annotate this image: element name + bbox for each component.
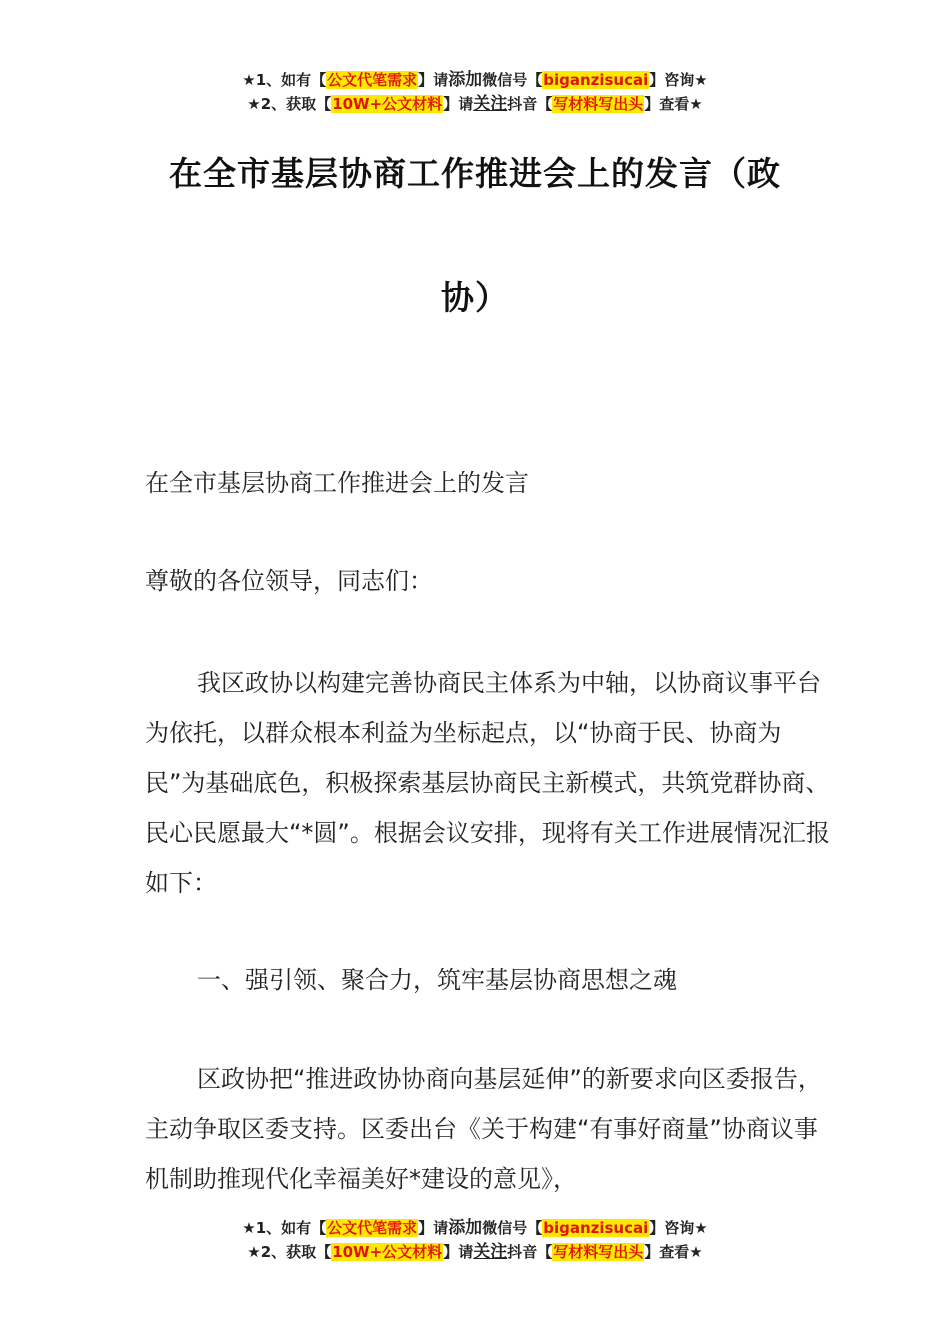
star-icon: ★ <box>689 1243 703 1261</box>
star-icon: ★ <box>694 1219 708 1237</box>
highlight-douyin: 写材料写出头 <box>553 1243 644 1261</box>
banner-line-2: ★2、获取【10W+公文材料】请关注抖音【写材料写出头】查看★ <box>247 1242 703 1262</box>
greeting: 尊敬的各位领导，同志们： <box>145 567 433 595</box>
highlight-materials: 10W+公文材料 <box>332 95 443 113</box>
star-icon: ★ <box>247 1243 261 1261</box>
highlight-materials: 10W+公文材料 <box>332 1243 443 1261</box>
banner-line-2: ★2、获取【10W+公文材料】请关注抖音【写材料写出头】查看★ <box>247 94 703 114</box>
highlight-douyin: 写材料写出头 <box>553 95 644 113</box>
highlight-service: 公文代笔需求 <box>327 71 418 89</box>
star-icon: ★ <box>242 71 256 89</box>
paragraph-intro: 我区政协以构建完善协商民主体系为中轴，以协商议事平台为依托，以群众根本利益为坐标起点，以“协商于民、协商为民”为基础底色，积极探索基层协商民主新模式，共筑党群协商、民心民愿最大“*圆”。根据会议安排，现将有关工作进展情况汇报如下： <box>145 669 830 897</box>
header-banner <box>0 68 950 116</box>
highlight-wechat-id: biganzisucai <box>543 71 649 89</box>
highlight-service: 公文代笔需求 <box>327 1219 418 1237</box>
star-icon: ★ <box>242 1219 256 1237</box>
page-title-line-1: 在全市基层协商工作推进会上的发言（政 <box>169 154 781 193</box>
banner-line-1: ★1、如有【公文代笔需求】请添加微信号【biganzisucai】咨询★ <box>242 70 708 90</box>
banner-line-1: ★1、如有【公文代笔需求】请添加微信号【biganzisucai】咨询★ <box>242 1218 708 1238</box>
page-title-line-2: 协） <box>441 278 509 317</box>
star-icon: ★ <box>689 95 703 113</box>
paragraph-section-1: 区政协把“推进政协协商向基层延伸”的新要求向区委报告，主动争取区委支持。区委出台《关于构建“有事好商量”协商议事机制助推现代化幸福美好*建设的意见》， <box>145 1065 822 1193</box>
highlight-wechat-id: biganzisucai <box>543 1219 649 1237</box>
subtitle: 在全市基层协商工作推进会上的发言 <box>145 469 529 497</box>
section-heading-1: 一、强引领、聚合力，筑牢基层协商思想之魂 <box>197 966 677 994</box>
star-icon: ★ <box>694 71 708 89</box>
star-icon: ★ <box>247 95 261 113</box>
footer-banner <box>0 1216 950 1264</box>
